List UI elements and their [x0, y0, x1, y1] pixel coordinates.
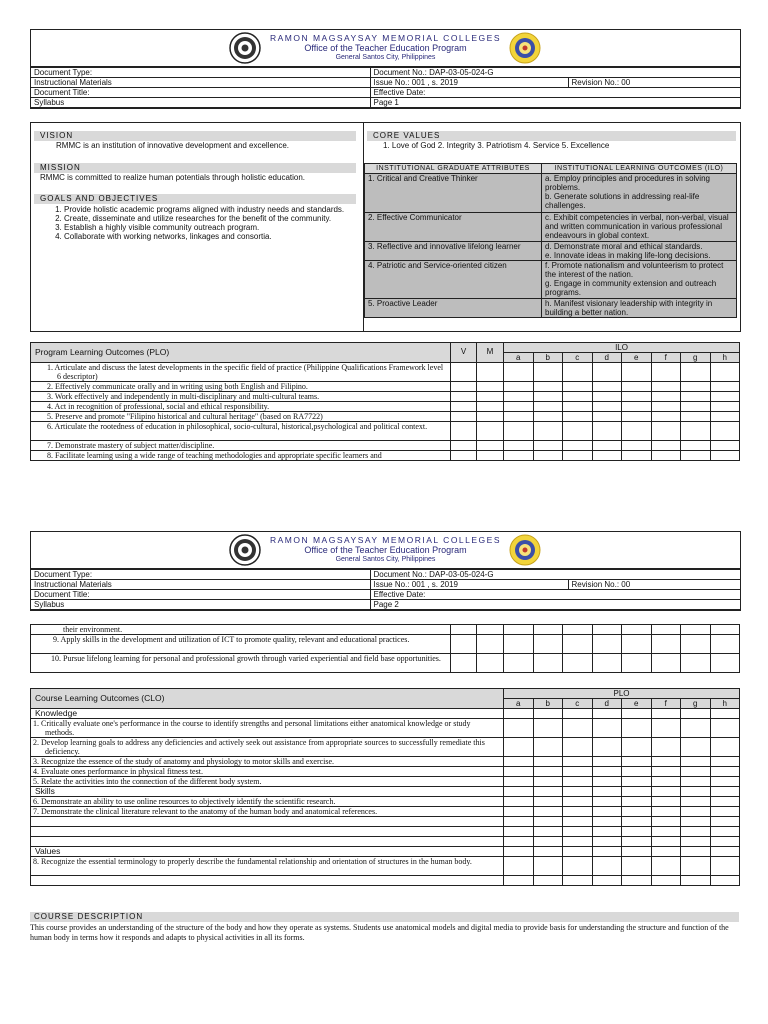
clo-item: 6. Demonstrate an ability to use online resources to objectively identify the scientific research. [31, 797, 504, 807]
doc-type-value: Instructional Materials [31, 580, 370, 590]
goals-list [34, 205, 356, 241]
mission-section [34, 163, 356, 182]
table-row [31, 422, 740, 441]
program-seal-icon [509, 534, 541, 566]
table-row [31, 837, 740, 847]
table-row [31, 767, 740, 777]
table-row [31, 876, 740, 886]
table-row [31, 857, 740, 876]
col-b: b [533, 699, 563, 709]
table-row [31, 827, 740, 837]
office-name: Office of the Teacher Education Program [304, 545, 467, 555]
plo-item: 1. Articulate and discuss the latest developments in the specific field of practice (Philippine Qualifications Framework level 6 descriptor) [31, 363, 451, 382]
plo-item: 8. Facilitate learning using a wide range of teaching methodologies and appropriate specific learners and [31, 451, 451, 461]
col-c: c [563, 353, 593, 363]
clo-item: 4. Evaluate ones performance in physical fitness test. [31, 767, 504, 777]
iga-attr: 2. Effective Communicator [365, 213, 542, 242]
plo-item: 3. Work effectively and independently in multi-disciplinary and multi-cultural teams. [31, 392, 451, 402]
plo-item: 2. Effectively communicate orally and in writing using both English and Filipino. [31, 382, 451, 392]
iga-ilo: c. Exhibit competencies in verbal, non-verbal, visual and written communication in various professional endeavours in global context. [542, 213, 737, 242]
plo-item: 4. Act in recognition of professional, social and ethical responsibility. [31, 402, 451, 412]
iga-attr: 4. Patriotic and Service-oriented citizen [365, 261, 542, 299]
plo-m-header: M [477, 343, 504, 363]
clo-item: 1. Critically evaluate one's performance in the course to identify strengths and personal limitations either anatomical knowledge or study methods. [31, 719, 504, 738]
college-city: General Santos City, Philippines [335, 54, 436, 61]
revision-no: Revision No.: 00 [568, 78, 740, 88]
table-row [31, 412, 740, 422]
goals-title: GOALS AND OBJECTIVES [34, 194, 356, 204]
ilo-header: INSTITUTIONAL LEARNING OUTCOMES (ILO) [542, 164, 737, 174]
col-b: b [533, 353, 563, 363]
col-a: a [504, 699, 534, 709]
course-description-title: COURSE DESCRIPTION [30, 912, 739, 922]
core-values-text: 1. Love of God 2. Integrity 3. Patriotism 4. Service 5. Excellence [383, 141, 610, 150]
office-name: Office of the Teacher Education Program [304, 43, 467, 53]
table-row [31, 797, 740, 807]
table-row [31, 363, 740, 382]
empty-row [31, 817, 504, 827]
table-row [31, 382, 740, 392]
header-page2 [30, 531, 741, 611]
col-e: e [622, 699, 652, 709]
table-row [31, 654, 740, 673]
table-row [31, 817, 740, 827]
mission-title: MISSION [34, 163, 356, 173]
iga-ilo: f. Promote nationalism and volunteerism to protect the interest of the nation. g. Engage in community extension and outreach programs. [542, 261, 737, 299]
col-d: d [592, 699, 622, 709]
page-number: Page 1 [370, 98, 740, 108]
values-heading: Values [31, 847, 504, 857]
goal-item: 1. Provide holistic academic programs aligned with industry needs and standards. [64, 205, 350, 214]
plo-table-page1 [30, 342, 740, 461]
effective-date: Effective Date: [370, 88, 740, 98]
empty-row [31, 827, 504, 837]
vision-text: RMMC is an institution of innovative development and excellence. [56, 141, 290, 150]
iga-attr: 5. Proactive Leader [365, 299, 542, 318]
iga-attr: 3. Reflective and innovative lifelong learner [365, 242, 542, 261]
col-h: h [710, 699, 740, 709]
doc-title-label: Document Title: [31, 88, 370, 98]
col-h: h [710, 353, 740, 363]
skills-heading: Skills [31, 787, 504, 797]
table-row [31, 709, 740, 719]
col-g: g [681, 699, 711, 709]
plo-item: 7. Demonstrate mastery of subject matter/discipline. [31, 441, 451, 451]
mission-text: RMMC is committed to realize human potentials through holistic education. [40, 173, 306, 182]
doc-title-value: Syllabus [31, 98, 370, 108]
iga-ilo: h. Manifest visionary leadership with integrity in building a better nation. [542, 299, 737, 318]
header-info-table [31, 67, 740, 108]
page-number: Page 2 [370, 600, 740, 610]
iga-ilo: d. Demonstrate moral and ethical standards. e. Innovate ideas in making life-long decisions. [542, 242, 737, 261]
col-f: f [651, 699, 681, 709]
col-g: g [681, 353, 711, 363]
doc-title-value: Syllabus [31, 600, 370, 610]
vision-section [34, 131, 356, 150]
table-row [31, 392, 740, 402]
core-values-title: CORE VALUES [367, 131, 736, 141]
clo-item: 7. Demonstrate the clinical literature relevant to the anatomy of the human body and anatomical references. [31, 807, 504, 817]
college-name: RAMON MAGSAYSAY MEMORIAL COLLEGES [269, 535, 502, 545]
empty-row [31, 876, 504, 886]
header-title [31, 30, 740, 67]
college-city: General Santos City, Philippines [335, 556, 436, 563]
table-row [31, 635, 740, 654]
vision-title: VISION [34, 131, 356, 141]
clo-title: Course Learning Outcomes (CLO) [31, 689, 504, 709]
plo-item: their environment. [31, 625, 451, 635]
col-d: d [592, 353, 622, 363]
course-description-text: This course provides an understanding of the structure of the body and how they operate as systems. Students use anatomical models and digital media to provide basis for understanding the structure and function of the human body in terms how it responds and adapts to physical activities in all its forms. [30, 923, 729, 942]
table-row [31, 757, 740, 767]
table-row [31, 719, 740, 738]
table-row [31, 738, 740, 757]
plo-title: Program Learning Outcomes (PLO) [31, 343, 451, 363]
doc-type-value: Instructional Materials [31, 78, 370, 88]
knowledge-heading: Knowledge [31, 709, 504, 719]
clo-item: 2. Develop learning goals to address any deficiencies and actively seek out assistance from appropriate sources to successfully remediate this deficiency. [31, 738, 504, 757]
col-e: e [622, 353, 652, 363]
table-row [31, 807, 740, 817]
core-values-section [367, 131, 736, 150]
header-page1 [30, 29, 741, 109]
clo-item: 8. Recognize the essential terminology to properly describe the fundamental relationship and orientation of structures in the human body. [31, 857, 504, 876]
plo-item: 10. Pursue lifelong learning for personal and professional growth through varied experiential and field base opportunities. [31, 654, 451, 673]
doc-no: Document No.: DAP-03-05-024-G [370, 68, 740, 78]
table-row [31, 847, 740, 857]
table-row [31, 777, 740, 787]
clo-item: 5. Relate the activities into the connection of the different body system. [31, 777, 504, 787]
header-title [31, 532, 740, 569]
plo-group-header: PLO [504, 689, 740, 699]
table-row [31, 402, 740, 412]
table-row [31, 451, 740, 461]
vmg-box [30, 122, 741, 332]
issue-no: Issue No.: 001 , s. 2019 [370, 78, 568, 88]
header-info-table [31, 569, 740, 610]
course-description-section [30, 912, 739, 943]
college-name: RAMON MAGSAYSAY MEMORIAL COLLEGES [269, 33, 502, 43]
iga-header: INSTITUTIONAL GRADUATE ATTRIBUTES [365, 164, 542, 174]
plo-item: 6. Articulate the rootedness of education in philosophical, socio-cultural, historical,psychological and political context. [31, 422, 451, 441]
effective-date: Effective Date: [370, 590, 740, 600]
plo-table-page2 [30, 624, 740, 673]
goals-section [34, 194, 356, 241]
program-seal-icon [509, 32, 541, 64]
clo-item: 3. Recognize the essence of the study of anatomy and physiology to motor skills and exercise. [31, 757, 504, 767]
revision-no: Revision No.: 00 [568, 580, 740, 590]
table-row [31, 625, 740, 635]
plo-item: 9. Apply skills in the development and utilization of ICT to promote quality, relevant and educational practices. [31, 635, 451, 654]
goal-item: 2. Create, disseminate and utilize researches for the benefit of the community. [64, 214, 350, 223]
clo-table [30, 688, 740, 886]
doc-no: Document No.: DAP-03-05-024-G [370, 570, 740, 580]
ilo-group-header: ILO [504, 343, 740, 353]
doc-title-label: Document Title: [31, 590, 370, 600]
table-row [31, 787, 740, 797]
plo-v-header: V [451, 343, 477, 363]
empty-row [31, 837, 504, 847]
col-a: a [504, 353, 534, 363]
table-row [31, 441, 740, 451]
doc-type-label: Document Type: [31, 68, 370, 78]
issue-no: Issue No.: 001 , s. 2019 [370, 580, 568, 590]
iga-ilo: a. Employ principles and procedures in solving problems. b. Generate solutions in addressing real-life challenges. [542, 174, 737, 213]
goal-item: 3. Establish a highly visible community outreach program. [64, 223, 350, 232]
plo-item: 5. Preserve and promote "Filipino historical and cultural heritage" (based on RA7722) [31, 412, 451, 422]
col-f: f [651, 353, 681, 363]
iga-table [364, 163, 737, 318]
goal-item: 4. Collaborate with working networks, linkages and consortia. [64, 232, 350, 241]
doc-type-label: Document Type: [31, 570, 370, 580]
col-c: c [563, 699, 593, 709]
iga-attr: 1. Critical and Creative Thinker [365, 174, 542, 213]
